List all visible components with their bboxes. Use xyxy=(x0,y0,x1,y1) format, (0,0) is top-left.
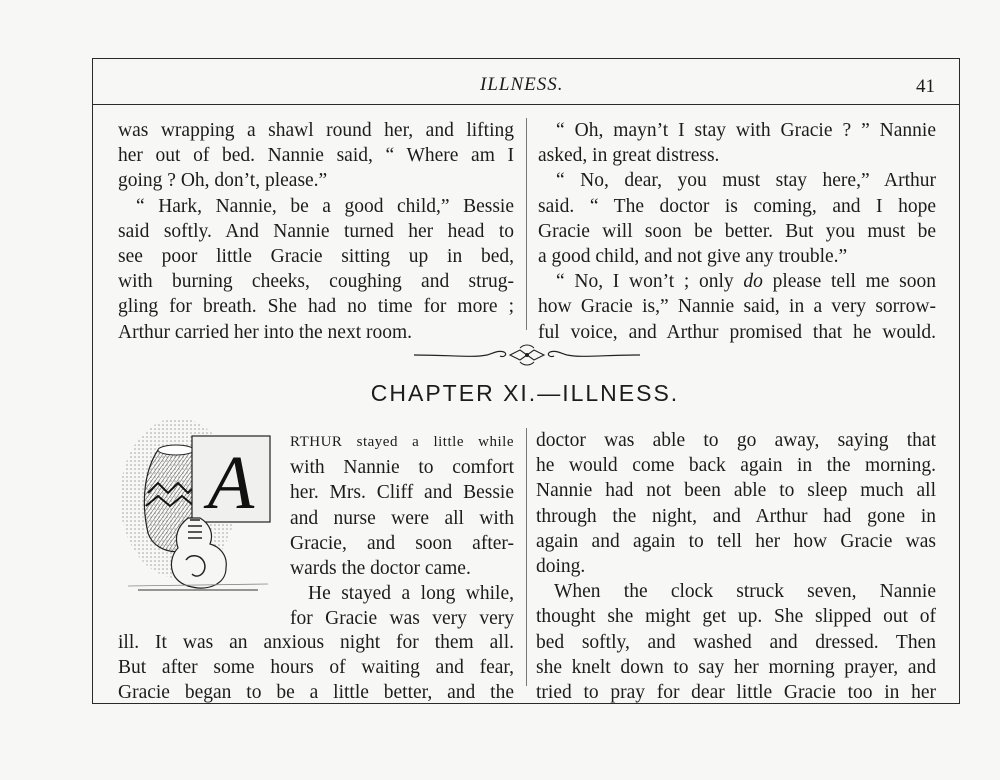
text-line: with Nannie to comfort xyxy=(290,457,514,479)
text-line: ful voice, and Arthur promised that he would. xyxy=(538,321,936,343)
dropcap-letter: A xyxy=(207,441,255,525)
emphasis: do xyxy=(743,271,763,293)
text-line: doctor was able to go away, saying that xyxy=(536,430,936,451)
bottom-right-column xyxy=(536,428,936,705)
text-line: how Gracie is,” Nannie said, in a very sorrow- xyxy=(538,296,936,318)
running-head: ILLNESS. xyxy=(480,74,564,95)
text-line: “ No, I won’t ; only do please tell me soon xyxy=(556,271,936,293)
dropcap-illustration xyxy=(118,408,274,598)
text-line: thought she might get up. She slipped out of xyxy=(536,606,936,628)
text-line: a good child, and not give any trouble.” xyxy=(538,246,848,268)
text-line: wards the doctor came. xyxy=(290,558,471,580)
bottom-left-indented xyxy=(290,428,514,632)
text-line: He stayed a long while, xyxy=(308,583,514,605)
text-line: again and again to tell her how Gracie was xyxy=(536,530,936,552)
column-divider-bottom xyxy=(526,428,527,686)
text-line: “ Oh, mayn’t I stay with Gracie ? ” Nannie xyxy=(556,120,936,141)
top-left-column xyxy=(118,118,514,345)
text-line: with burning cheeks, coughing and strug- xyxy=(118,271,514,293)
column-divider-top xyxy=(526,118,527,330)
text-line: Gracie began to be a little better, and the xyxy=(118,682,514,703)
ornament-divider xyxy=(412,344,642,366)
text-line: through the night, and Arthur had gone in xyxy=(536,505,936,527)
chapter-title: CHAPTER XI.—ILLNESS. xyxy=(370,380,680,406)
text-line: gling for breath. She had no time for more ; xyxy=(118,296,514,318)
text-line: tried to pray for dear little Gracie too in her xyxy=(536,682,936,704)
text-line: Gracie will soon be better. But you must be xyxy=(538,220,936,242)
text-line: Arthur carried her into the next room. xyxy=(118,321,413,343)
top-right-column xyxy=(538,118,936,345)
text-line: bed softly, and washed and dressed. Then xyxy=(536,631,936,653)
text-line: said. “ The doctor is coming, and I hope xyxy=(538,195,936,217)
header-rule xyxy=(92,104,960,105)
page-number: 41 xyxy=(916,76,935,97)
text-line: for Gracie was very very xyxy=(290,608,514,630)
text-line: she knelt down to say her morning prayer, and xyxy=(536,656,936,678)
text-line: her out of bed. Nannie said, “ Where am I xyxy=(118,145,514,167)
text-line: and nurse were all with xyxy=(290,507,514,529)
text-line: But after some hours of waiting and fear, xyxy=(118,656,514,678)
text-line: Nannie had not been able to sleep much all xyxy=(536,480,936,502)
bottom-left-full xyxy=(118,630,514,706)
text-line: her. Mrs. Cliff and Bessie xyxy=(290,482,514,504)
text-line: going ? Oh, don’t, please.” xyxy=(118,170,328,192)
text-line: ill. It was an anxious night for them all. xyxy=(118,631,514,653)
text-line: When the clock struck seven, Nannie xyxy=(554,581,936,603)
text-line: RTHUR stayed a little while xyxy=(290,434,514,450)
text-line: Gracie, and soon after- xyxy=(290,532,514,554)
text-line: asked, in great distress. xyxy=(538,145,720,167)
text-line: see poor little Gracie sitting up in bed, xyxy=(118,246,514,268)
text-line: “ No, dear, you must stay here,” Arthur xyxy=(556,170,936,192)
text-line: he would come back again in the morning. xyxy=(536,455,936,477)
text-line: said softly. And Nannie turned her head to xyxy=(118,220,514,242)
text-line: was wrapping a shawl round her, and lifting xyxy=(118,120,514,141)
text-line: doing. xyxy=(536,556,586,578)
text-line: “ Hark, Nannie, be a good child,” Bessie xyxy=(136,195,514,217)
